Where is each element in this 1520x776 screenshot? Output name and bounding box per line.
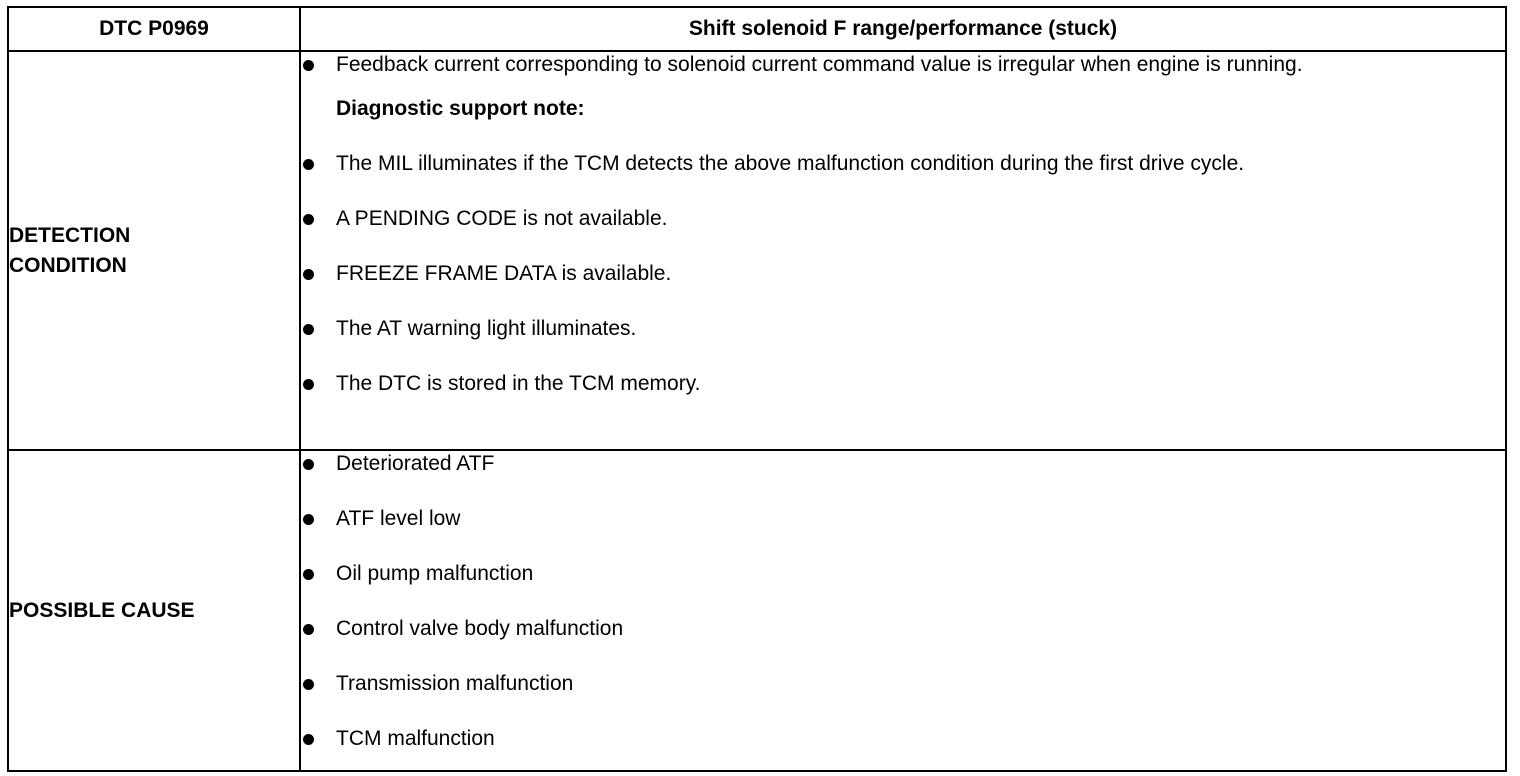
list-item [301,151,1505,177]
bullet-icon [303,269,314,280]
detection-condition-content [300,51,1506,450]
detection-condition-row [8,51,1506,450]
bullet-icon [303,734,314,745]
bullet-icon [303,324,314,335]
support-note-heading: Diagnostic support note: [336,97,585,120]
bullet-icon [303,569,314,580]
cause-text: Oil pump malfunction [336,562,534,585]
bullet-icon [303,159,314,170]
bullet-icon [303,624,314,635]
cause-text: Deteriorated ATF [336,452,495,475]
note-text: The MIL illuminates if the TCM detects the above malfunction condition during the first drive cycle. [336,152,1245,175]
detection-condition-label [8,51,300,450]
bullet-icon [303,379,314,390]
header-row [8,7,1506,51]
list-item [301,52,1505,78]
list-item [301,561,1505,587]
dtc-title: Shift solenoid F range/performance (stuck) [300,7,1506,51]
cause-text: Transmission malfunction [336,672,574,695]
detection-main-text: Feedback current corresponding to solenoid current command value is irregular when engine is running. [336,53,1303,76]
cause-text: Control valve body malfunction [336,617,624,640]
detection-label-line1: DETECTION [9,223,131,247]
list-item [301,726,1505,752]
detection-list [301,52,1505,78]
note-text: The AT warning light illuminates. [336,317,637,340]
cause-text: ATF level low [336,507,461,530]
list-item [301,616,1505,642]
bullet-icon [303,679,314,690]
dtc-table [7,6,1507,772]
list-item [301,451,1505,477]
bullet-icon [303,214,314,225]
list-item [301,261,1505,287]
list-item [301,206,1505,232]
possible-cause-row [8,450,1506,771]
note-text: The DTC is stored in the TCM memory. [336,372,701,395]
possible-cause-list [301,451,1505,752]
bullet-icon [303,459,314,470]
list-item [301,506,1505,532]
cause-text: TCM malfunction [336,727,495,750]
possible-cause-label: POSSIBLE CAUSE [8,450,300,771]
note-text: A PENDING CODE is not available. [336,207,668,230]
list-item [301,371,1505,397]
list-item [301,671,1505,697]
dtc-code: DTC P0969 [8,7,300,51]
bullet-icon [303,60,314,71]
bullet-icon [303,514,314,525]
list-item [301,316,1505,342]
detection-label-line2: CONDITION [9,253,127,277]
note-text: FREEZE FRAME DATA is available. [336,262,672,285]
possible-cause-content [300,450,1506,771]
support-note-list [301,151,1505,397]
